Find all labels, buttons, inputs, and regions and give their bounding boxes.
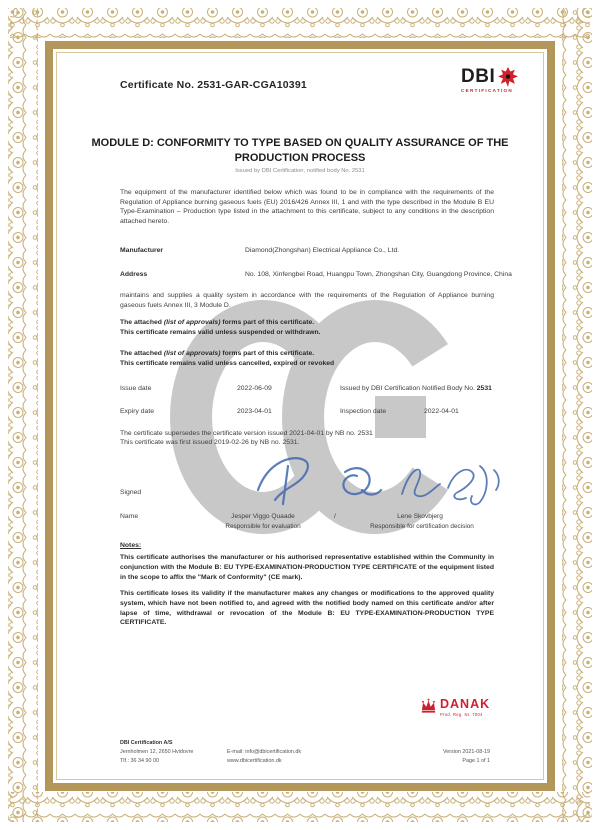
address-value: No. 108, Xinfengbei Road, Huangpu Town, Zhongshan City, Guangdong Province, China: [245, 271, 512, 278]
dbi-logo-text: DBI: [461, 66, 496, 87]
attached-statement-1: [120, 318, 321, 338]
footer-version-block: [380, 748, 490, 766]
attached-italic: (list of approvals): [163, 350, 221, 357]
expiry-date-label: Expiry date: [120, 408, 155, 415]
danak-logo: [420, 698, 490, 717]
quality-system-paragraph: maintains and supplies a quality system in accordance with the requirements of the Regulation of Appliance burning gaseous fuels Annex III, 3 Module D.: [120, 292, 494, 309]
footer-company: DBI Certification A/S: [120, 740, 173, 746]
signature-lene-skovbjerg: [396, 458, 511, 506]
issued-by-nb: 2531: [476, 385, 492, 392]
attached-pre: The attached: [120, 350, 164, 357]
attached-italic: (list of approvals): [163, 319, 221, 326]
notes-paragraph-1: This certificate authorises the manufacturer or his authorised representative established within the Community in conjunction with the Module B: EU TYPE-EXAMINATION-PRODUCTION TYPE CERTIFICATE of the equipment listed in the scope to affix the "Mark of Conformity" (CE mark).: [120, 554, 494, 581]
signer2-name: Lene Skovbjerg: [397, 513, 443, 520]
attached-post: forms part of this certificate.: [220, 319, 315, 326]
dbi-flame-icon: [498, 67, 518, 87]
supersedes-line: The certificate supersedes the certificate version issued 2021-04-01 by NB no. 2531: [120, 430, 373, 437]
attached-line: [120, 349, 334, 359]
notes-paragraph-2: This certificate loses its validity if the manufacturer makes any changes or modifications to the approved quality system, which have not been notified to, and agreed with the notified body named on this certificate and/or after lapse of time, withdrawal or revocation of the Module B: EU TYPE-EXAMINATION-PRODUCTION TYPE CERTIFICATE.: [120, 590, 494, 627]
expiry-date-value: 2023-04-01: [237, 408, 272, 415]
document-subtitle: Issued by DBI Certification, notified body No. 2531: [235, 168, 365, 174]
attached-pre: The attached: [120, 319, 164, 326]
signer1-role: Responsible for evaluation: [225, 523, 301, 530]
danak-caption: Prod. Reg. Nr. 7004: [440, 712, 483, 717]
valid-suspended-line: This certificate remains valid unless suspended or withdrawn.: [120, 329, 321, 336]
footer-version: Version 2021-08-19: [442, 749, 490, 755]
address-label: Address: [120, 271, 148, 278]
valid-cancelled-line: This certificate remains valid unless cancelled, expired or revoked: [120, 360, 335, 367]
signer1-name: Jesper Viggo Quaade: [231, 513, 295, 520]
signed-label: Signed: [120, 489, 142, 496]
footer-phone: Tlf.: 36 34 90 00: [120, 758, 159, 764]
document-title: MODULE D: CONFORMITY TO TYPE BASED ON QUALITY ASSURANCE OF THE PRODUCTION PROCESS: [91, 137, 509, 164]
signature-jesper-viggo-quaade: [250, 450, 385, 508]
signature-separator: /: [334, 513, 336, 520]
signer2-role: Responsible for certification decision: [370, 523, 474, 530]
first-issued-line: This certificate was first issued 2019-02-26 by NB no. 2531.: [120, 439, 300, 447]
manufacturer-label: Manufacturer: [120, 247, 164, 254]
footer-page-number: Page 1 of 1: [462, 758, 490, 764]
issue-date-value: 2022-06-09: [237, 385, 272, 392]
footer-contact-block: [227, 748, 301, 766]
inspection-date-label: Inspection date: [340, 408, 387, 415]
footer-website: www.dbicertification.dk: [227, 758, 282, 764]
attached-post: forms part of this certificate.: [220, 350, 315, 357]
inspection-date-value: 2022-04-01: [424, 408, 459, 415]
issue-date-label: Issue date: [120, 385, 152, 392]
danak-name: DANAK: [440, 697, 491, 711]
notes-heading: Notes:: [120, 542, 142, 549]
intro-paragraph: The equipment of the manufacturer identified below which was found to be in compliance with the requirements of the Regulation of Appliance burning gaseous fuels (EU) 2016/426 Annex III, 1 and with the type described in the Module B EU Type-Examination – Production type listed in the attachment to this certificate, subject to any conditions in the description attached hereto.: [120, 189, 494, 225]
footer-company-block: [120, 739, 193, 766]
footer-address: Jernholmen 12, 2650 Hvidovre: [120, 749, 194, 755]
manufacturer-value: Diamond(Zhongshan) Electrical Appliance Co., Ltd.: [245, 247, 400, 254]
attached-statement-2: [120, 349, 334, 369]
attached-line: [120, 318, 321, 328]
danak-crown-icon: [420, 698, 437, 714]
footer-email: E-mail: info@dbicertification.dk: [227, 749, 302, 755]
issued-by-line: [340, 385, 498, 392]
certificate-history: [120, 429, 373, 448]
name-label: Name: [120, 513, 139, 520]
dbi-logo-subtext: CERTIFICATION: [461, 88, 514, 93]
certificate-number: Certificate No. 2531-GAR-CGA10391: [120, 79, 307, 91]
issued-by-text: Issued by DBI Certification Notified Body No.: [340, 385, 477, 392]
dbi-logo: [461, 67, 539, 93]
